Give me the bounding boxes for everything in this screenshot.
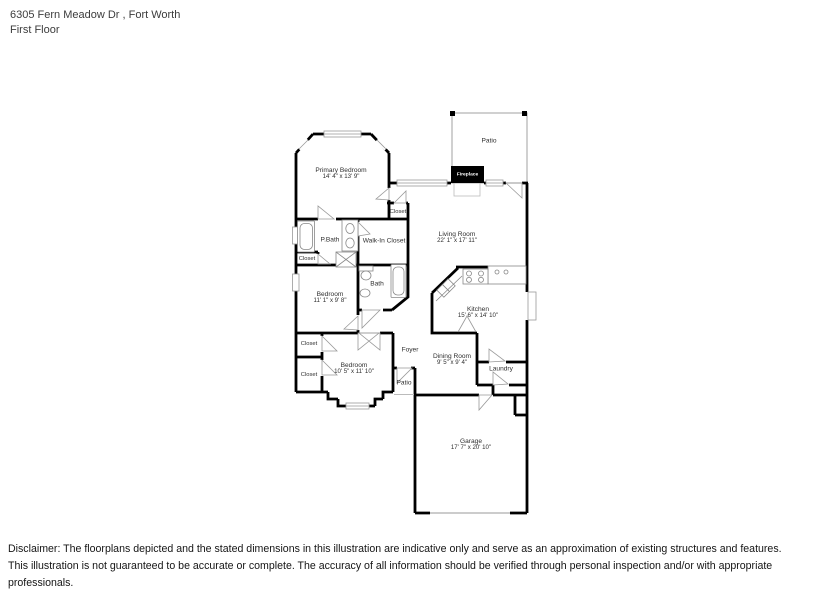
kitchen-counter [488, 266, 526, 284]
room-label-bedroom-3: Bedroom 10' 5" x 11' 10" [334, 361, 374, 376]
room-label-primary-bath: P.Bath [320, 236, 340, 244]
toilet-bowl [361, 271, 371, 280]
room-label-closet-a: Closet [300, 340, 318, 347]
room-label-primary-bedroom: Primary Bedroom 14' 4" x 13' 9" [315, 166, 367, 181]
room-label-living-room: Living Room 22' 1" x 17' 11" [437, 230, 477, 245]
room-label-closet-pbath: Closet [298, 255, 316, 262]
disclaimer-line-2: This illustration is not guaranteed to be accurate or complete. The accuracy of all information should be verified through personal inspection and/or with appropriate professionals. [8, 560, 773, 589]
burner [479, 271, 484, 276]
room-label-dining-room: Dining Room 9' 5" x 9' 4" [432, 352, 472, 367]
burner [467, 271, 472, 276]
room-label-bedroom-2: Bedroom 11' 1" x 9' 8" [313, 290, 347, 305]
hearth-outline [454, 183, 480, 196]
kitchen-sink [437, 279, 455, 297]
burner [479, 277, 484, 282]
stove [463, 269, 488, 284]
patio-post-right [522, 111, 527, 116]
room-label-closet-hall: Closet [389, 208, 407, 215]
room-label-garage: Garage 17' 7" x 20' 10" [450, 437, 492, 452]
toilet-tank [359, 266, 373, 271]
header-floor: First Floor [10, 24, 60, 36]
room-label-laundry: Laundry [489, 365, 513, 373]
chamfer-windows [299, 140, 386, 149]
room-label-patio-entry: Patio [396, 379, 412, 387]
room-label-fireplace: Fireplace [456, 171, 479, 177]
room-label-walk-in-closet: Walk-In Closet [362, 237, 406, 245]
room-label-foyer: Foyer [401, 346, 419, 354]
room-label-kitchen: Kitchen 15' 6" x 14' 10" [457, 305, 499, 320]
sink-primary-2 [346, 238, 354, 248]
walls [296, 134, 528, 513]
sink-primary-1 [346, 224, 354, 234]
room-label-patio-upper: Patio [481, 137, 497, 145]
sink-hall-bath [360, 289, 370, 297]
room-label-bath: Bath [370, 280, 384, 288]
disclaimer-line-1: Disclaimer: The floorplans depicted and the stated dimensions in this illustration are indicative only and serve as an approximation of existing structures and features. [8, 543, 782, 555]
patio-post-left [450, 111, 455, 116]
burner [467, 277, 472, 282]
fixtures [298, 220, 527, 301]
garage-door [430, 511, 510, 516]
disclaimer [8, 541, 831, 592]
header-address: 6305 Fern Meadow Dr , Fort Worth [10, 9, 181, 21]
room-label-closet-b: Closet [300, 371, 318, 378]
